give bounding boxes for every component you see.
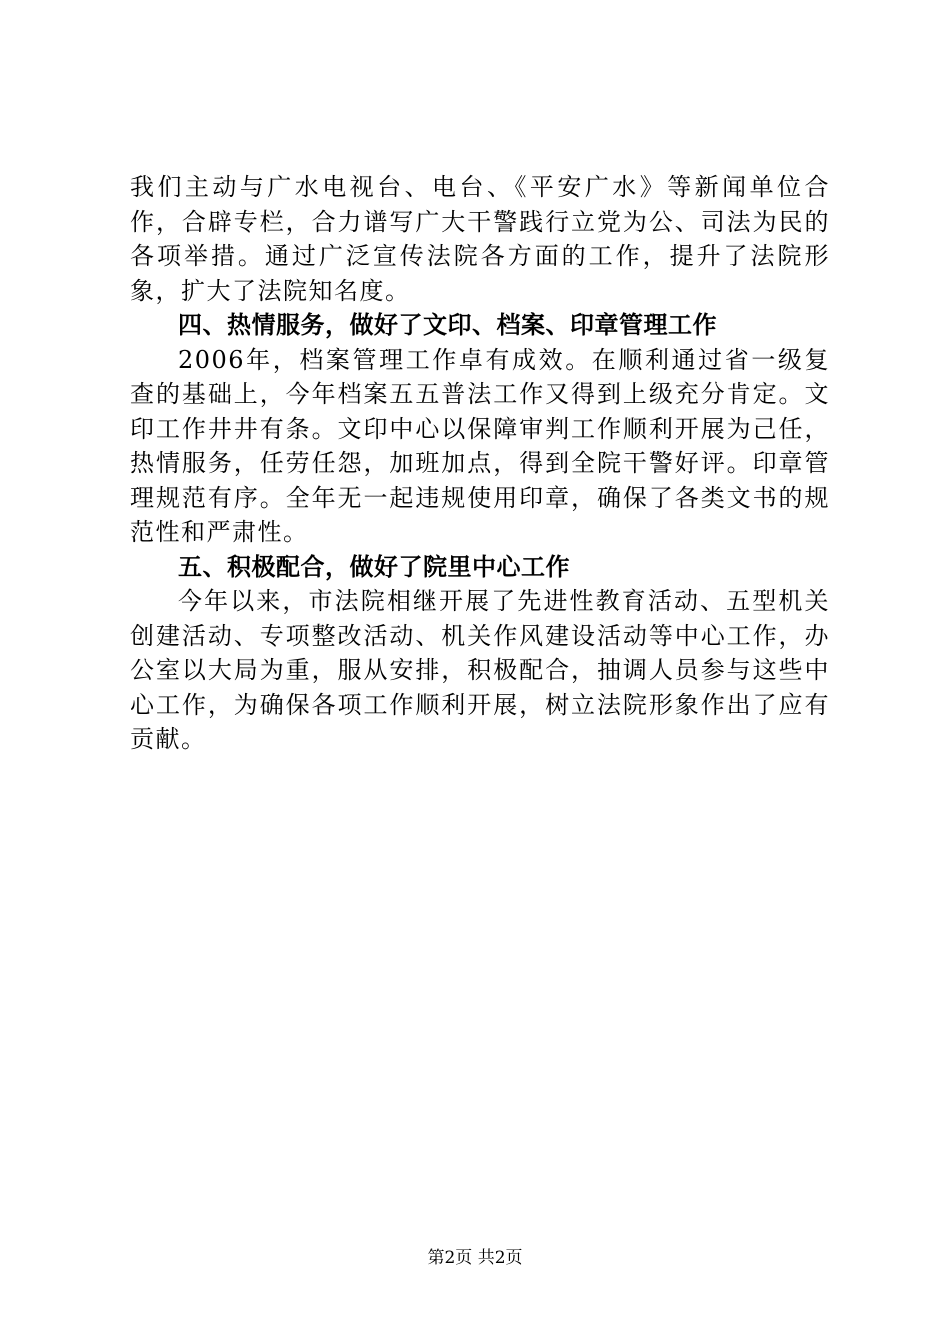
- page-number-footer: 第2页 共2页: [427, 1248, 523, 1268]
- paragraph-central-work: 今年以来，市法院相继开展了先进性教育活动、五型机关创建活动、专项整改活动、机关作风建设活动等中心工作，办公室以大局为重，服从安排，积极配合，抽调人员参与这些中心工作，为确保各项工作顺利开展，树立法院形象作出了应有贡献。: [130, 587, 830, 753]
- paragraph-archives: 2006年，档案管理工作卓有成效。在顺利通过省一级复查的基础上，今年档案五五普法工作又得到上级充分肯定。文印工作井井有条。文印中心以保障审判工作顺利开展为己任，热情服务，任劳任怨，加班加点，得到全院干警好评。印章管理规范有序。全年无一起违规使用印章，确保了各类文书的规范性和严肃性。: [130, 345, 830, 546]
- section-heading-four: 四、热情服务，做好了文印、档案、印章管理工作: [178, 311, 717, 339]
- section-heading-five: 五、积极配合，做好了院里中心工作: [178, 552, 570, 581]
- paragraph-publicity: 我们主动与广水电视台、电台、《平安广水》等新闻单位合作，合辟专栏，合力谱写广大干警践行立党为公、司法为民的各项举措。通过广泛宣传法院各方面的工作，提升了法院形象，扩大了法院知名度。: [130, 173, 830, 305]
- document-body: [130, 170, 830, 757]
